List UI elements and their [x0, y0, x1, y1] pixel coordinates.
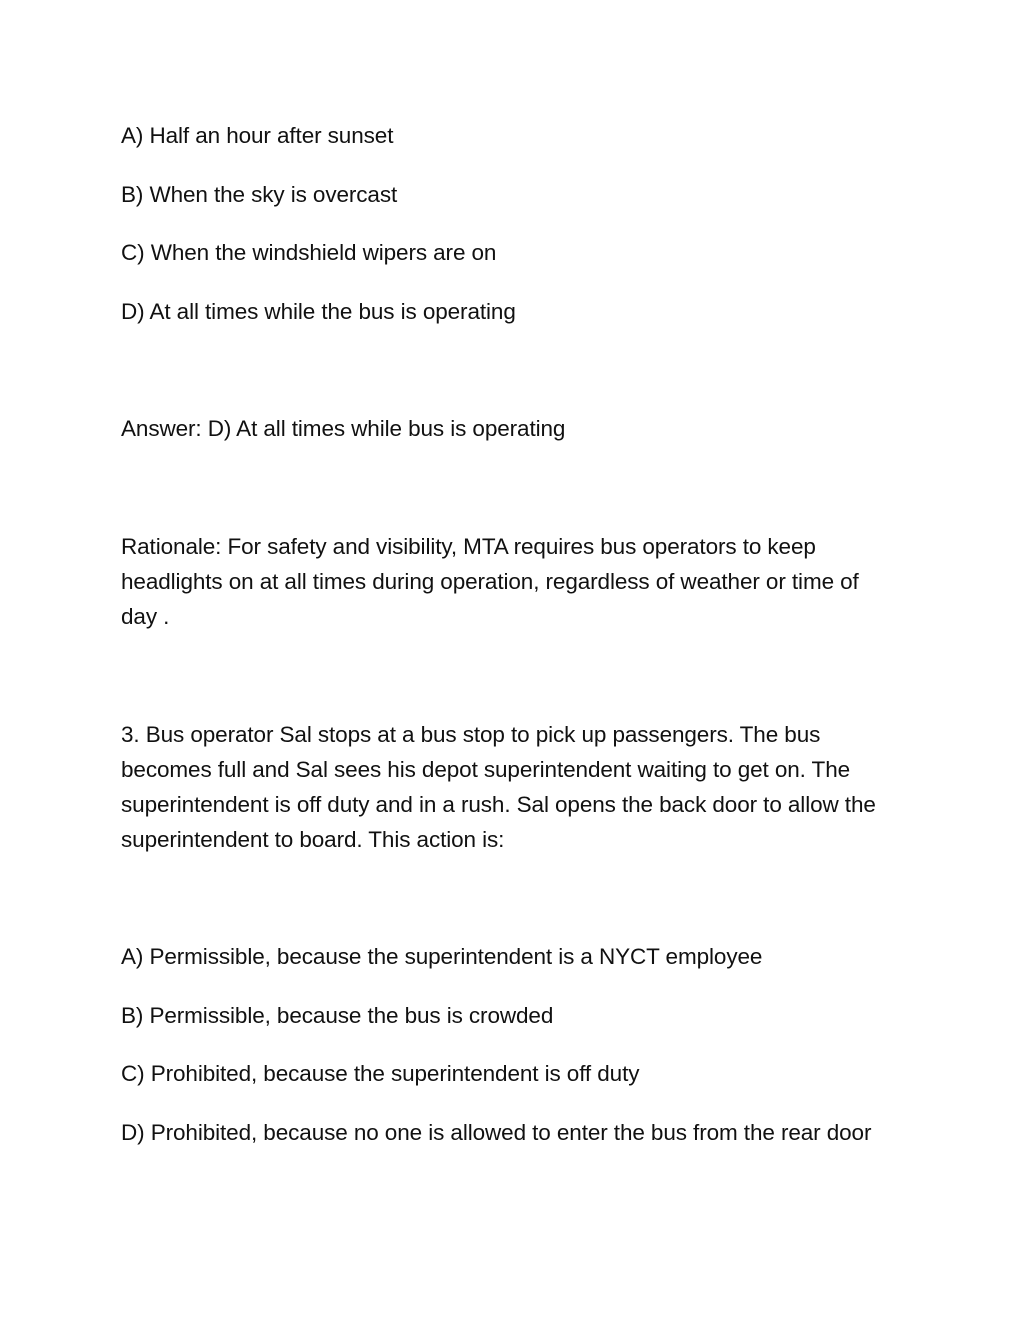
q3-option-c: C) Prohibited, because the superintendent is off duty: [121, 1061, 640, 1086]
q3-option-b: B) Permissible, because the bus is crowded: [121, 1003, 554, 1028]
q2-option-a: A) Half an hour after sunset: [121, 123, 394, 148]
q3-prompt: 3. Bus operator Sal stops at a bus stop to pick up passengers. The bus becomes full and Sal sees his depot superintendent waiting to get on. The superintendent is off duty and in a rush. Sal opens the back door to allow the superintendent to board. This action is:: [121, 722, 876, 852]
q2-answer: Answer: D) At all times while bus is operating: [121, 416, 566, 441]
q2-option-b: B) When the sky is overcast: [121, 182, 398, 207]
q2-option-c: C) When the windshield wipers are on: [121, 240, 497, 265]
q2-option-d: D) At all times while the bus is operating: [121, 299, 516, 324]
q3-option-a: A) Permissible, because the superintendent is a NYCT employee: [121, 944, 763, 969]
q3-option-d: D) Prohibited, because no one is allowed to enter the bus from the rear door: [121, 1120, 872, 1145]
q2-rationale: Rationale: For safety and visibility, MTA requires bus operators to keep headlights on at all times during operation, regardless of weather or time of day .: [121, 534, 859, 629]
